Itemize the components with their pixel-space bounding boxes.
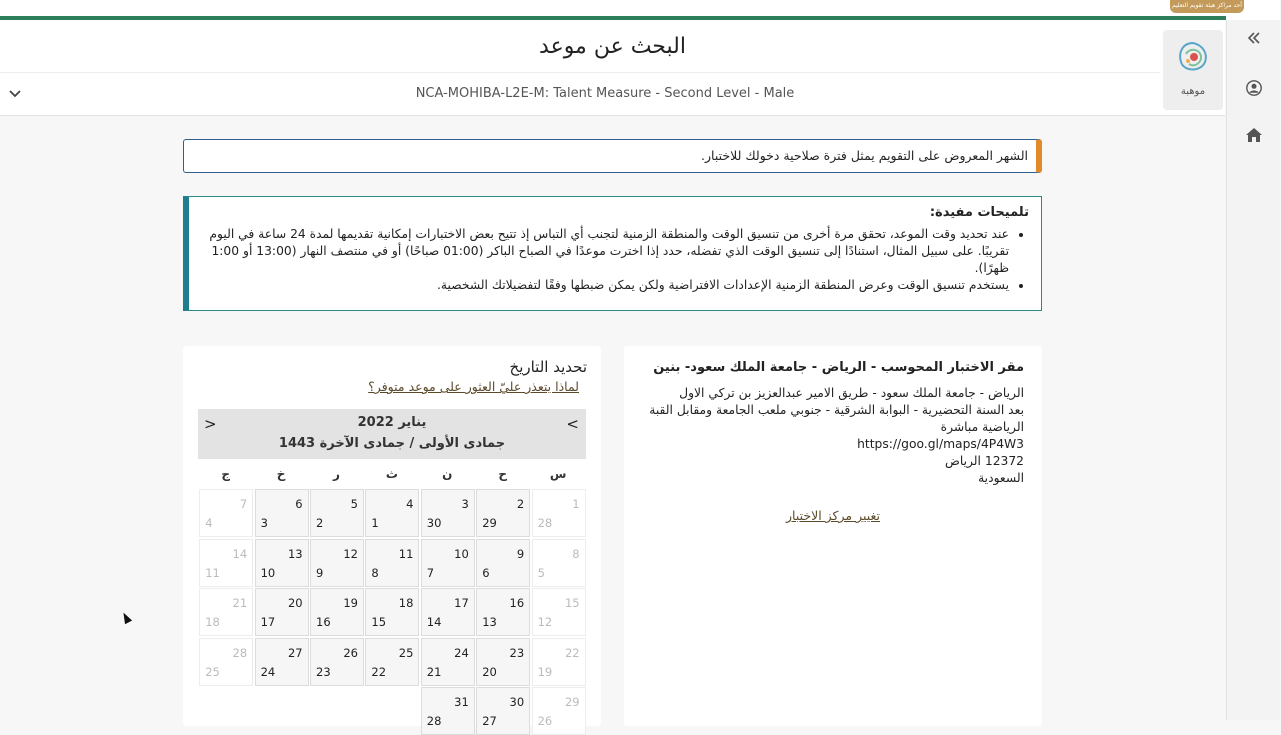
calendar-day[interactable] (310, 638, 364, 686)
gregorian-day: 15 (564, 596, 580, 610)
gregorian-day: 21 (232, 596, 248, 610)
gregorian-day: 4 (406, 497, 414, 511)
mawhiba-logo-tile[interactable] (1163, 30, 1223, 110)
calendar-day-disabled (199, 489, 253, 537)
hijri-day: 4 (205, 516, 213, 530)
date-picker-card (183, 346, 601, 726)
calendar-day[interactable] (476, 638, 530, 686)
gregorian-day: 23 (509, 645, 525, 660)
hijri-day: 1 (371, 516, 379, 530)
gregorian-day: 6 (295, 497, 303, 511)
hijri-day: 23 (316, 664, 331, 679)
hijri-day: 24 (260, 664, 276, 679)
calendar-month: يناير 2022 (357, 415, 427, 430)
tips-list (203, 226, 1029, 294)
calendar-weekday: خ (276, 467, 286, 481)
calendar-day-disabled (532, 687, 586, 735)
gregorian-day: 9 (516, 546, 525, 561)
calendar-day[interactable] (421, 539, 475, 587)
calendar-day[interactable] (476, 687, 530, 735)
gregorian-day: 27 (287, 645, 303, 660)
double-chevron-icon[interactable] (1227, 28, 1281, 49)
address-line: الرياض - جامعة الملك سعود - طريق الامير عبدالعزيز بن تركي الاول (679, 386, 1024, 400)
hijri-day: 10 (260, 565, 276, 580)
hijri-day: 20 (482, 664, 497, 679)
calendar-day[interactable] (365, 489, 419, 537)
hijri-day: 9 (316, 565, 324, 580)
hijri-day: 21 (426, 664, 442, 679)
country: السعودية (978, 471, 1024, 485)
calendar-day[interactable] (365, 539, 419, 587)
hijri-day: 12 (537, 615, 553, 629)
prev-month-button[interactable]: < (566, 415, 579, 433)
calendar-day-disabled (532, 588, 586, 636)
gregorian-day: 7 (239, 497, 248, 511)
map-url: https://goo.gl/maps/4P4W3 (857, 437, 1024, 451)
test-center-card (624, 346, 1042, 726)
calendar-day[interactable] (421, 588, 475, 636)
calendar-day[interactable] (421, 638, 475, 686)
tip-item: • يستخدم تنسيق الوقت وعرض المنطقة الزمنية الإعدادات الافتراضية ولكن يمكن ضبطها وفقًا لتفضيلاتك الشخصية. (203, 277, 1009, 294)
gregorian-day: 12 (343, 546, 358, 561)
calendar-weekday: س (549, 467, 567, 481)
brand-label: موهبة (1180, 86, 1206, 97)
calendar-day[interactable] (476, 539, 530, 587)
hijri-day: 8 (371, 565, 379, 580)
change-test-center-link[interactable]: تغيير مركز الاختبار (785, 508, 881, 523)
hijri-day: 29 (482, 516, 497, 530)
calendar-weekday: ج (221, 467, 231, 481)
calendar-day[interactable] (255, 539, 309, 587)
gregorian-day: 26 (343, 645, 358, 660)
hijri-day: 26 (537, 714, 553, 728)
calendar-day[interactable] (255, 588, 309, 636)
calendar-day[interactable] (310, 588, 364, 636)
gregorian-day: 11 (398, 546, 414, 561)
gregorian-day: 25 (398, 645, 414, 660)
page-header (0, 20, 1225, 116)
gregorian-day: 2 (516, 497, 525, 511)
hijri-day: 5 (537, 565, 545, 580)
gregorian-day: 17 (454, 596, 469, 610)
hijri-day: 14 (426, 615, 442, 629)
gregorian-day: 1 (572, 497, 580, 511)
hijri-day: 2 (316, 516, 324, 530)
etec-logo: أحد مراكز هيئة تقويم التعليم (1170, 0, 1244, 13)
calendar-day[interactable] (255, 489, 309, 537)
hijri-day: 13 (482, 615, 497, 629)
gregorian-day: 28 (232, 645, 248, 660)
calendar-day[interactable] (476, 588, 530, 636)
gregorian-day: 3 (461, 497, 469, 511)
hijri-day: 6 (482, 565, 490, 580)
gregorian-day: 5 (350, 497, 358, 511)
calendar-day[interactable] (365, 588, 419, 636)
hijri-day: 28 (537, 516, 553, 530)
hijri-day: 3 (260, 516, 268, 530)
tips-title: تلميحات مفيدة: (929, 205, 1029, 220)
hijri-day: 7 (426, 565, 435, 580)
tip-item: • عند تحديد وقت الموعد، تحقق مرة أخرى من تنسيق الوقت والمنطقة الزمنية لتجنب أي التباس إذ تتيح بعض الاختبارات إمكانية تقديمها لمدة 24 ساعة في اليوم تقريبًا. على سبيل المثال، استنادًا إلى تنسيق الوقت الذي تفضله، حدد إذا اخترت موعدًا في الصباح الباكر (01:00 صباحًا) أو في منتصف النهار (13:00 أو 1:00 ظهرًا). (203, 226, 1009, 277)
gregorian-day: 30 (509, 695, 525, 709)
hijri-day: 16 (316, 615, 331, 629)
gregorian-day: 14 (232, 546, 248, 561)
why-no-appointment-link[interactable]: لماذا يتعذر عليّ العثور على موعد متوفر؟ (368, 379, 579, 394)
hijri-day: 22 (371, 664, 387, 679)
hijri-day: 25 (205, 664, 220, 679)
gregorian-day: 24 (454, 645, 469, 660)
mawhiba-logo-icon (1175, 40, 1211, 80)
user-icon[interactable] (1227, 80, 1281, 101)
hijri-day: 28 (426, 714, 442, 728)
hijri-day: 18 (205, 615, 220, 629)
hijri-day: 27 (482, 714, 497, 728)
mouse-cursor (120, 611, 132, 624)
hijri-day: 17 (260, 615, 276, 629)
calendar-day[interactable] (365, 638, 419, 686)
calendar-day[interactable] (310, 489, 364, 537)
calendar-day[interactable] (421, 687, 475, 735)
calendar-hijri-month: جمادى الأولى / جمادى الآخرة 1443 (278, 436, 506, 451)
calendar-weekday: ح (498, 467, 508, 481)
next-month-button[interactable]: > (204, 415, 217, 433)
chevron-down-icon[interactable] (9, 86, 21, 102)
calendar-day[interactable] (255, 638, 309, 686)
hijri-day: 30 (426, 516, 442, 530)
header-divider (0, 72, 1160, 73)
calendar-day[interactable] (310, 539, 364, 587)
postal-city: 12372 الرياض (944, 454, 1024, 468)
hijri-day: 15 (371, 615, 387, 629)
gregorian-day: 16 (509, 596, 525, 610)
right-rail (1226, 20, 1280, 720)
calendar-day-disabled (199, 539, 253, 587)
page-title: البحث عن موعد (539, 34, 686, 59)
calendar-weekday: ن (442, 467, 453, 481)
calendar-day-disabled (532, 489, 586, 537)
gregorian-day: 19 (343, 596, 358, 610)
gregorian-day: 18 (398, 596, 414, 610)
gregorian-day: 13 (287, 546, 303, 561)
calendar-day-disabled (199, 588, 253, 636)
tips-box (183, 196, 1042, 311)
exam-title: NCA-MOHIBA-L2E-M: Talent Measure - Second Level - Male (415, 86, 795, 101)
calendar-header (198, 409, 586, 459)
calendar-day-disabled (532, 638, 586, 686)
hijri-day: 11 (205, 565, 220, 580)
home-icon[interactable] (1227, 127, 1281, 148)
calendar-day-disabled (532, 539, 586, 587)
hijri-day: 19 (537, 664, 553, 679)
gregorian-day: 31 (454, 695, 469, 709)
validity-notice: الشهر المعروض على التقويم يمثل فترة صلاحية دخولك للاختبار. (183, 139, 1042, 173)
calendar-day[interactable] (421, 489, 475, 537)
gregorian-day: 8 (572, 546, 580, 561)
gregorian-day: 20 (287, 596, 303, 610)
date-picker-title: تحديد التاريخ (509, 358, 587, 376)
address-line: بعد السنة التحضيرية - البوابة الشرقية - جنوبي ملعب الجامعة ومقابل القبة الرياضية مباشرة (649, 403, 1024, 434)
calendar-weekday: ر (333, 467, 340, 481)
gregorian-day: 29 (564, 695, 580, 709)
test-center-title: مقر الاختبار المحوسب - الرياض - جامعة الملك سعود- بنين (653, 360, 1024, 375)
calendar-day[interactable] (476, 489, 530, 537)
gregorian-day: 22 (564, 645, 580, 660)
calendar-day-disabled (199, 638, 253, 686)
calendar-weekday: ث (385, 467, 398, 481)
gregorian-day: 10 (454, 546, 469, 561)
